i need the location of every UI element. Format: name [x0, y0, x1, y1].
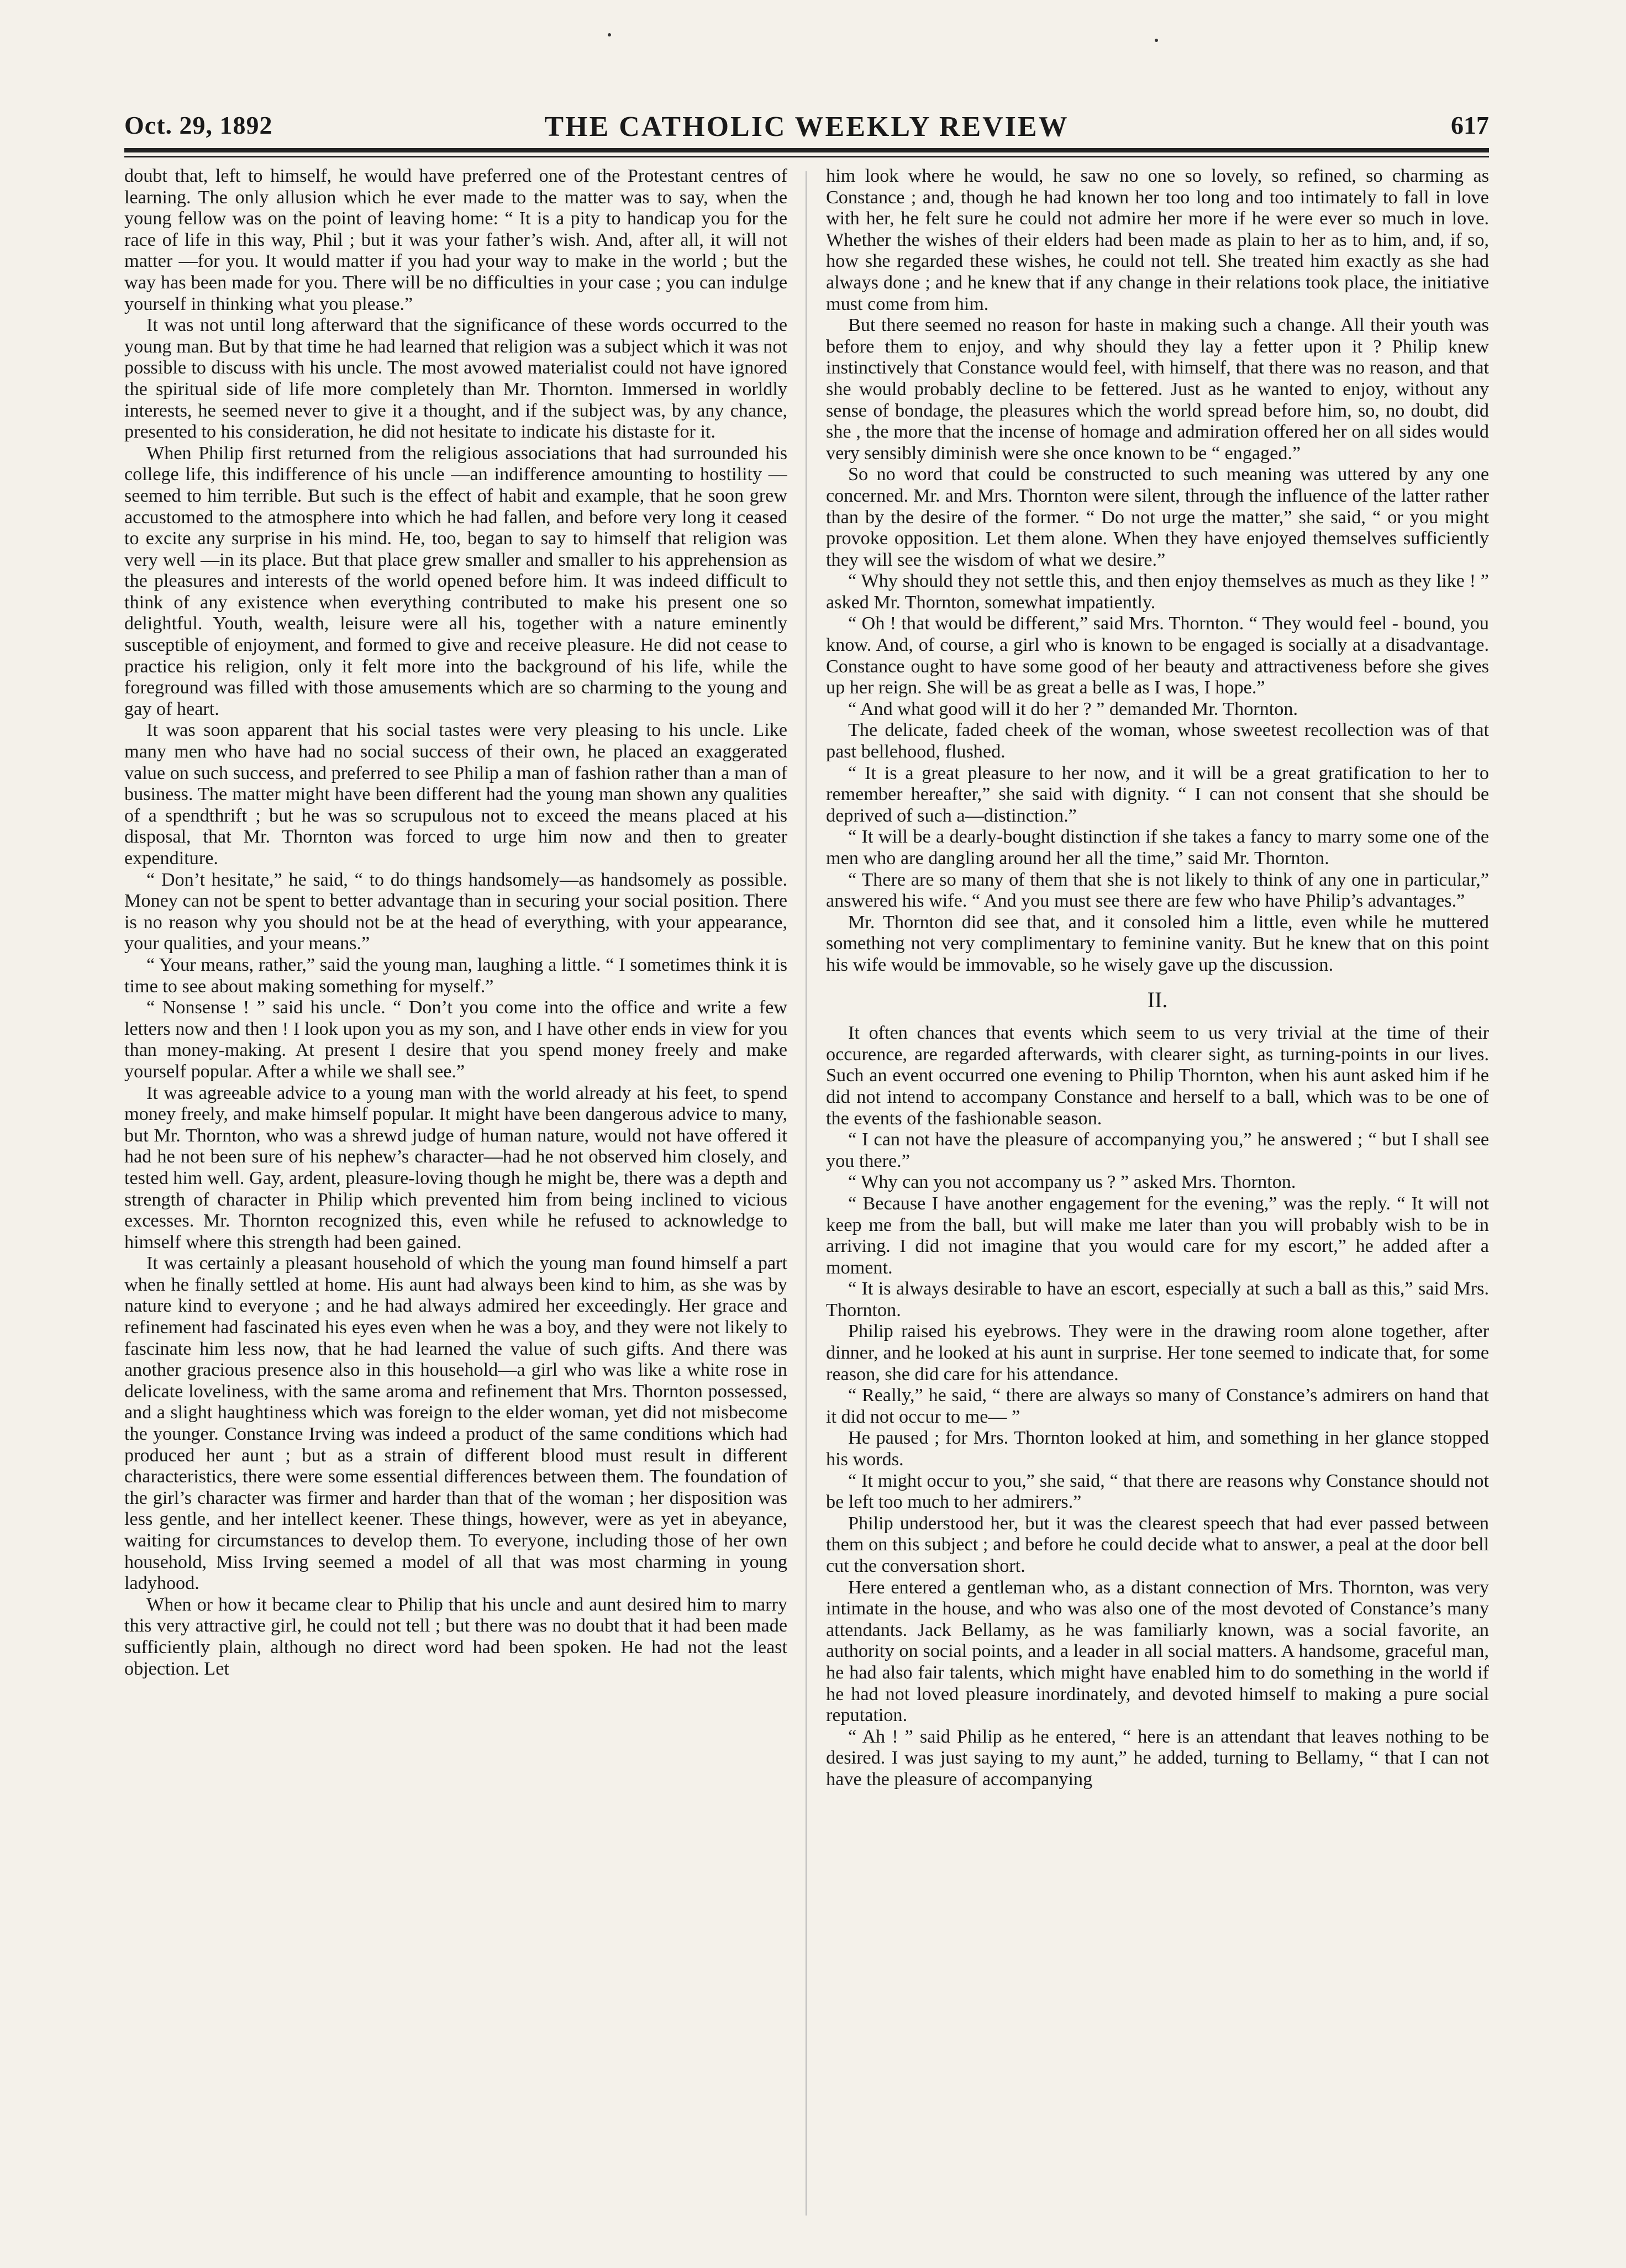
paragraph: When or how it became clear to Philip that his uncle and aunt desired him to marry this very attractive girl, he could not tell ; but there was no doubt that it had been made sufficiently plain, although no direct word had been spoken. He had not the least objection. Let: [124, 1594, 787, 1679]
paragraph: “ It is a great pleasure to her now, and it will be a great gratification to her to remember hereafter,” she said with dignity. “ I can not consent that she should be deprived of such a—distinction.”: [826, 762, 1489, 826]
paragraph: “ Oh ! that would be different,” said Mrs. Thornton. “ They would feel - bound, you know. And, of course, a girl who is known to be engaged is socially at a disadvantage. Constance ought to have some good of her beauty and attractiveness before she gives up her reign. She will be as great a belle as I was, I hope.”: [826, 613, 1489, 698]
paragraph: “ Because I have another engagement for the evening,” was the reply. “ It will not keep me from the ball, but will make me later than you will probably wish to be in arriving. I did not imagine that you would care for my escort,” he added after a moment.: [826, 1193, 1489, 1278]
header-rule-thick: [124, 148, 1489, 152]
paragraph: “ Ah ! ” said Philip as he entered, “ here is an attendant that leaves nothing to be desired. I was just saying to my aunt,” he added, turning to Bellamy, “ that I can not have the pleasure of accompanying: [826, 1726, 1489, 1790]
paragraph: “ Nonsense ! ” said his uncle. “ Don’t you come into the office and write a few letters now and then ! I look upon you as my son, and I have other ends in view for you than money-making. At present I desire that you spend money freely and make yourself popular. After a while we shall see.”: [124, 997, 787, 1082]
paragraph: But there seemed no reason for haste in making such a change. All their youth was before them to enjoy, and why should they lay a fetter upon it ? Philip knew instinctively that Constance would feel, with himself, that there was no reason, and that she would probably decline to be fettered. Just as he wanted to enjoy, without any sense of bondage, the pleasures which the world spread before him, so, no doubt, did she , the more that the incense of homage and admiration offered her on all sides would very sensibly diminish were she once known to be “ engaged.”: [826, 315, 1489, 464]
paragraph: He paused ; for Mrs. Thornton looked at him, and something in her glance stopped his words.: [826, 1428, 1489, 1470]
right-column: [826, 166, 1489, 2243]
paragraph: doubt that, left to himself, he would have preferred one of the Protestant centres of learning. The only allusion which he ever made to the matter was to say, when the young fellow was on the point of leaving home: “ It is a pity to handicap you for the race of life in this way, Phil ; but it was your father’s wish. And, after all, it will not matter —for you. It would matter if you had your way to make in the world ; but the way has been made for you. There will be no difficulties in your case ; you can indulge yourself in thinking what you please.”: [124, 166, 787, 314]
issue-date: Oct. 29, 1892: [124, 111, 273, 139]
left-column: [124, 166, 787, 2243]
paragraph: Here entered a gentleman who, as a distant connection of Mrs. Thornton, was very intimate in the house, and who was also one of the most devoted of Constance’s many attendants. Jack Bellamy, as he was familiarly known, was a social favorite, an authority on social points, and a leader in all social matters. A handsome, graceful man, he had also fair talents, which might have enabled him to do something in the world if he had not loved pleasure inordinately, and devoted himself to making a pure social reputation.: [826, 1577, 1489, 1726]
speck: [1155, 39, 1158, 42]
paragraph: “ Why can you not accompany us ? ” asked Mrs. Thornton.: [848, 1172, 1296, 1193]
paragraph: It was agreeable advice to a young man with the world already at his feet, to spend money freely, and make himself popular. It might have been dangerous advice to many, but Mr. Thornton, who was a shrewd judge of human nature, would not have offered it had he not been sure of his nephew’s character—had he not observed him closely, and tested him well. Gay, ardent, pleasure-loving though he might be, there was a depth and strength of character in Philip which prevented him from being inclined to vicious excesses. Mr. Thornton recognized this, even while he refused to acknowledge to himself where this strength had been gained.: [124, 1082, 787, 1253]
page-number: 617: [1451, 111, 1489, 139]
paragraph: The delicate, faded cheek of the woman, whose sweetest recollection was of that past bellehood, flushed.: [826, 720, 1489, 762]
header-rule-thin: [124, 156, 1489, 157]
paragraph: When Philip first returned from the religious associations that had surrounded his college life, this indifference of his uncle —an indifference amounting to hostility —seemed to him terrible. But such is the effect of habit and example, that he soon grew accustomed to the atmosphere into which he had fallen, and before very long it ceased to excite any surprise in his mind. He, too, began to say to himself that religion was very well —in its place. But that place grew smaller and smaller to his apprehension as the pleasures and interests of the world opened before him. It was indeed difficult to think of any existence when everything contributed to make his present one so delightful. Youth, wealth, leisure were all his, together with a nature eminently susceptible of enjoyment, and formed to give and receive pleasure. He did not cease to practice his religion, only it felt more into the background of his life, while the foreground was filled with those amusements which are so charming to the young and gay of heart.: [124, 443, 787, 719]
paragraph: It was soon apparent that his social tastes were very pleasing to his uncle. Like many men who have had no social success of their own, he placed an exaggerated value on such success, and preferred to see Philip a man of fashion rather than a man of business. The matter might have been different had the young man shown any qualities of a spendthrift ; but he was so scrupulous not to exceed the means placed at his disposal, that Mr. Thornton was forced to urge him now and then to greater expenditure.: [124, 720, 787, 869]
paragraph: “ It might occur to you,” she said, “ that there are reasons why Constance should not be left too much to her admirers.”: [826, 1470, 1489, 1513]
paragraph: It often chances that events which seem to us very trivial at the time of their occurence, are regarded afterwards, with clearer sight, as turning-points in our lives. Such an event occurred one evening to Philip Thornton, when his aunt asked him if he did not intend to accompany Constance and herself to a ball, which was to be one of the events of the fashionable season.: [826, 1023, 1489, 1129]
paragraph: Mr. Thornton did see that, and it consoled him a little, even while he muttered something not very complimentary to feminine vanity. But he knew that on this point his wife would be immovable, so he wisely gave up the discussion.: [826, 912, 1489, 975]
paragraph: It was not until long afterward that the significance of these words occurred to the young man. But by that time he had learned that religion was a subject which it was not possible to discuss with his uncle. The most avowed materialist could not have ignored the spiritual side of life more completely than Mr. Thornton. Immersed in worldly interests, he seemed never to give it a thought, and if the subject was, by any chance, presented to his consideration, he did not hesitate to indicate his distaste for it.: [124, 315, 787, 443]
paragraph: “ Really,” he said, “ there are always so many of Constance’s admirers on hand that it did not occur to me— ”: [826, 1385, 1489, 1427]
paragraph: him look where he would, he saw no one so lovely, so refined, so charming as Constance ; and, though he had known her too long and too intimately to fall in love with her, he felt sure he could not admire her more if he were ever so much in love. Whether the wishes of their elders had been made as plain to her as to him, and, if so, how she regarded these wishes, he could not tell. She treated him exactly as she had always done ; and he knew that if any change in their relations took place, the initiative must come from him.: [826, 166, 1489, 314]
column-divider: [806, 171, 807, 2216]
page-header: [124, 110, 1489, 144]
publication-title: THE CATHOLIC WEEKLY REVIEW: [544, 111, 1069, 143]
paragraph: “ It is always desirable to have an escort, especially at such a ball as this,” said Mrs. Thornton.: [826, 1278, 1489, 1320]
paragraph: “ Why should they not settle this, and then enjoy themselves as much as they like ! ” asked Mr. Thornton, somewhat impatiently.: [826, 571, 1489, 613]
paragraph: “ I can not have the pleasure of accompanying you,” he answered ; “ but I shall see you there.”: [826, 1129, 1489, 1171]
paragraph: Philip understood her, but it was the clearest speech that had ever passed between them on this subject ; and before he could decide what to answer, a peal at the door bell cut the conversation short.: [826, 1513, 1489, 1576]
speck: [608, 33, 611, 36]
paragraph: “ Your means, rather,” said the young man, laughing a little. “ I sometimes think it is time to see about making something for myself.”: [124, 954, 787, 997]
paragraph: “ And what good will it do her ? ” demanded Mr. Thornton.: [848, 698, 1298, 719]
paragraph: So no word that could be constructed to such meaning was uttered by any one concerned. Mr. and Mrs. Thornton were silent, through the influence of the latter rather than by the desire of the former. “ Do not urge the matter,” she said, “ or you might provoke opposition. Let them alone. When they have enjoyed themselves sufficiently they will see the wisdom of what we desire.”: [826, 464, 1489, 570]
paragraph: It was certainly a pleasant household of which the young man found himself a part when he finally settled at home. His aunt had always been kind to him, as she was by nature kind to everyone ; and he had always admired her exceedingly. Her grace and refinement had fascinated his eyes even when he was a boy, and they were not likely to fascinate him less now, that he had learned the value of such gifts. And there was another gracious presence also in this household—a girl who was like a white rose in delicate loveliness, with the same aroma and refinement that Mrs. Thornton possessed, and a slight haughtiness which was foreign to the elder woman, yet did not misbecome the younger. Constance Irving was indeed a product of the same conditions which had produced her aunt ; but as a strain of different blood must result in different characteristics, there were some essential differences between them. The foundation of the girl’s character was firmer and harder than that of the woman ; her disposition was less gentle, and her intellect keener. These things, however, were as yet in abeyance, waiting for circumstances to develop them. To everyone, including those of her own household, Miss Irving seemed a model of all that was most charming in young ladyhood.: [124, 1253, 787, 1594]
paragraph: “ There are so many of them that she is not likely to think of any one in particular,” answered his wife. “ And you must see there are few who have Philip’s advantages.”: [826, 869, 1489, 912]
chapter-heading: II.: [1147, 987, 1168, 1012]
paragraph: “ It will be a dearly-bought distinction if she takes a fancy to marry some one of the men who are dangling around her all the time,” said Mr. Thornton.: [826, 827, 1489, 869]
paragraph: “ Don’t hesitate,” he said, “ to do things handsomely—as handsomely as possible. Money can not be spent to better advantage than in securing your social position. There is no reason why you should not be at the head of everything, with your appearance, your qualities, and your means.”: [124, 869, 787, 954]
paragraph: Philip raised his eyebrows. They were in the drawing room alone together, after dinner, and he looked at his aunt in surprise. Her tone seemed to indicate that, for some reason, she did care for his attendance.: [826, 1321, 1489, 1385]
